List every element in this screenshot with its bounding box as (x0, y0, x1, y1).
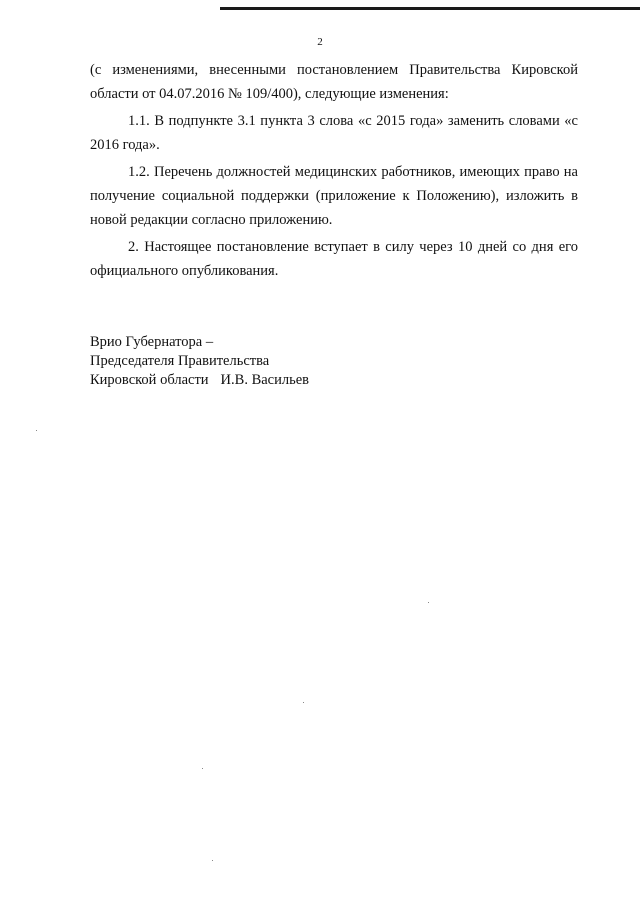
scan-speck (212, 860, 213, 861)
scan-speck (428, 602, 429, 603)
signature-region: Кировской области (90, 372, 209, 388)
paragraph-item-1-2: 1.2. Перечень должностей медицинских работников, имеющих право на получение социальной поддержки (приложение к Положению), изложить в новой редакции согласно приложению. (90, 164, 578, 228)
scan-speck (36, 430, 37, 431)
scan-speck (202, 768, 203, 769)
signature-title-line-1: Врио Губернатора – (90, 334, 214, 350)
signature-block (90, 333, 309, 390)
signature-title-line-3 (90, 371, 309, 390)
page-number: 2 (317, 36, 323, 48)
signature-title-line-2: Председателя Правительства (90, 353, 270, 369)
signatory-name: И.В. Васильев (220, 372, 309, 388)
scan-border-line (220, 7, 640, 10)
paragraph-item-2: 2. Настоящее постановление вступает в силу через 10 дней со дня его официального опубликования. (90, 239, 578, 279)
paragraph-amendments-intro: (с изменениями, внесенными постановлением Правительства Кировской области от 04.07.2016 № 109/400), следующие изменения: (90, 62, 578, 102)
scan-speck (303, 702, 304, 703)
document-body (90, 58, 578, 286)
paragraph-item-1-1: 1.1. В подпункте 3.1 пункта 3 слова «с 2015 года» заменить словами «с 2016 года». (90, 113, 578, 153)
